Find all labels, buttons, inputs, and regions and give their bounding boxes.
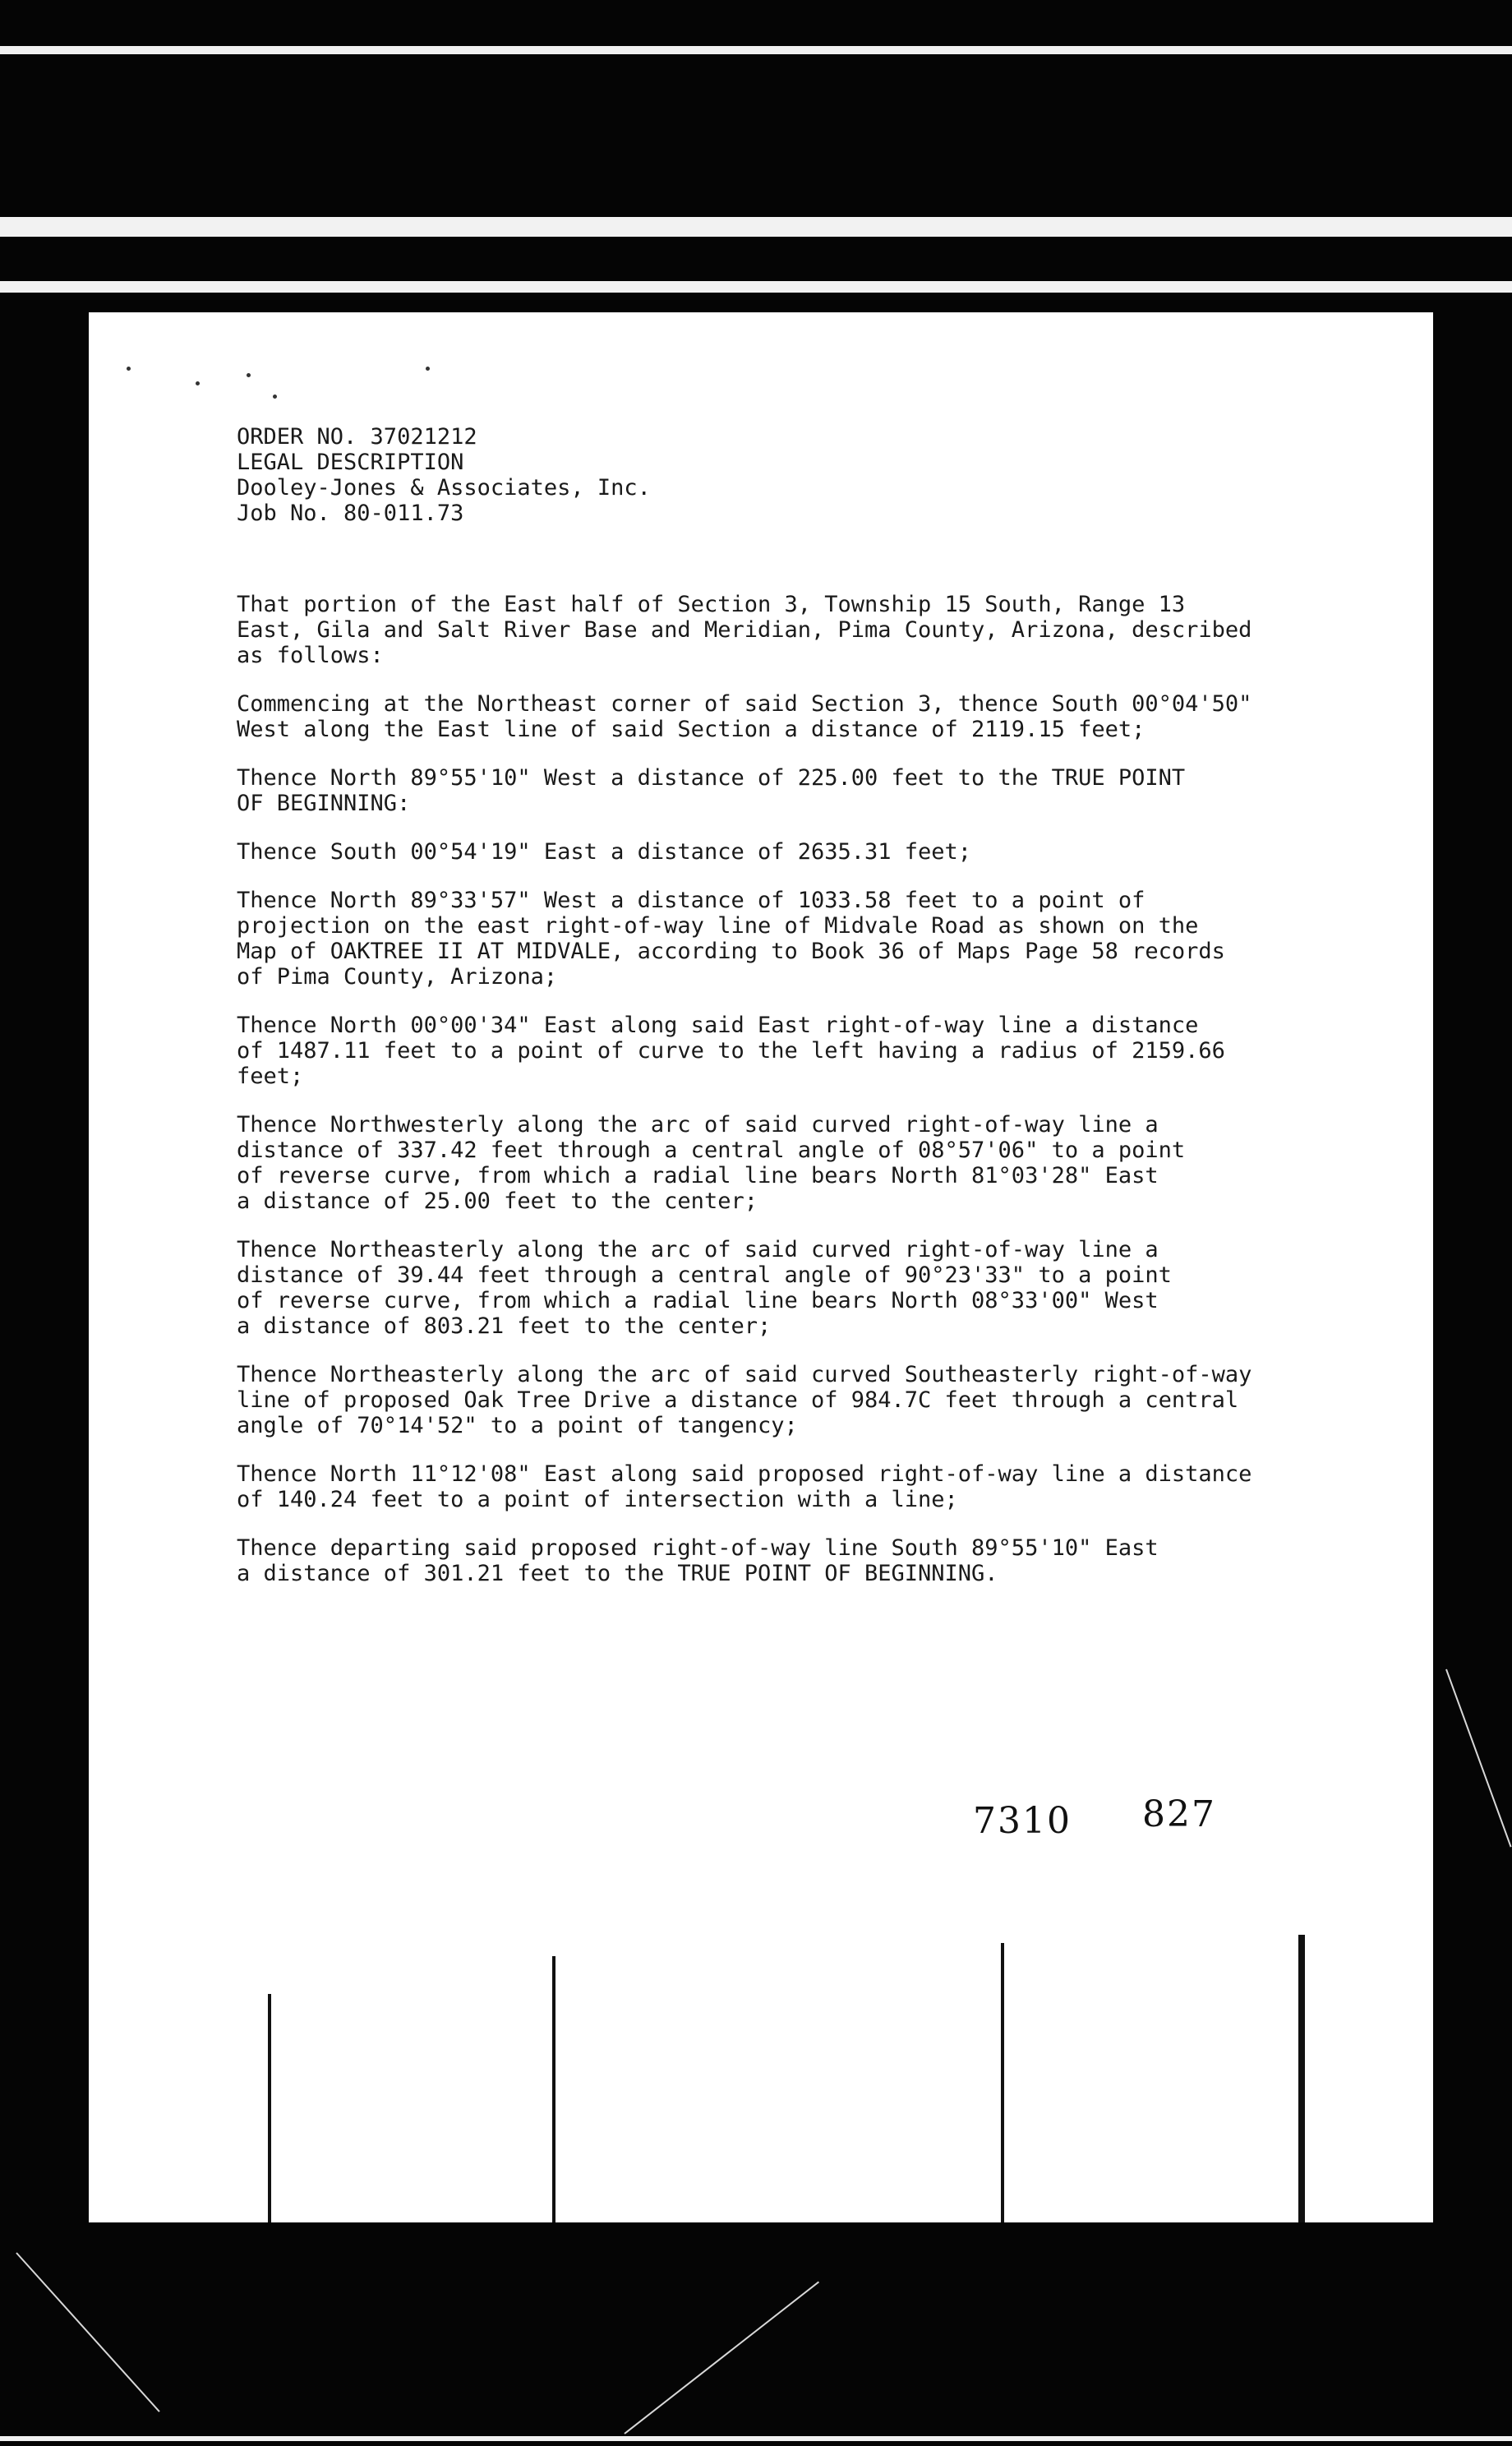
paragraph bbox=[237, 1535, 1346, 1586]
text-line: angle of 70°14'52" to a point of tangency; bbox=[237, 1413, 798, 1438]
scan-artifact-line bbox=[268, 1994, 271, 2222]
text-line: of reverse curve, from which a radial line bears North 81°03'28" East bbox=[237, 1163, 1159, 1188]
scan-streak bbox=[624, 2282, 819, 2434]
text-line: a distance of 301.21 feet to the TRUE POINT OF BEGINNING. bbox=[237, 1561, 998, 1586]
text-line: of reverse curve, from which a radial line bears North 08°33'00" West bbox=[237, 1288, 1159, 1313]
paragraph bbox=[237, 1112, 1346, 1214]
scan-artifact-line bbox=[1298, 1935, 1305, 2222]
text-line: Thence Northeasterly along the arc of said curved Southeasterly right-of-way bbox=[237, 1362, 1252, 1387]
text-line: Map of OAKTREE II AT MIDVALE, according to Book 36 of Maps Page 58 records bbox=[237, 939, 1225, 964]
paragraph bbox=[237, 765, 1346, 816]
text-line: of 140.24 feet to a point of intersection with a line; bbox=[237, 1487, 958, 1512]
text-line: West along the East line of said Section a distance of 2119.15 feet; bbox=[237, 717, 1146, 742]
text-line: Commencing at the Northeast corner of said Section 3, thence South 00°04'50" bbox=[237, 691, 1252, 717]
paragraph bbox=[237, 839, 1346, 865]
text-line: projection on the east right-of-way line of Midvale Road as shown on the bbox=[237, 913, 1199, 939]
scan-speck bbox=[247, 373, 251, 377]
text-line: distance of 39.44 feet through a central angle of 90°23'33" to a point bbox=[237, 1262, 1172, 1288]
paragraph bbox=[237, 1362, 1346, 1438]
text-line: OF BEGINNING: bbox=[237, 791, 411, 816]
paragraph bbox=[237, 888, 1346, 990]
text-line: line of proposed Oak Tree Drive a distance of 984.7C feet through a central bbox=[237, 1387, 1239, 1413]
scan-speck bbox=[196, 381, 200, 385]
document-header bbox=[237, 424, 651, 526]
order-number: ORDER NO. 37021212 bbox=[237, 424, 477, 450]
text-line: Thence departing said proposed right-of-way line South 89°55'10" East bbox=[237, 1535, 1159, 1561]
text-line: East, Gila and Salt River Base and Meridian, Pima County, Arizona, described bbox=[237, 617, 1252, 643]
text-line: as follows: bbox=[237, 643, 384, 668]
scan-streak bbox=[1445, 1669, 1512, 1848]
text-line: a distance of 25.00 feet to the center; bbox=[237, 1188, 758, 1214]
text-line: Thence Northeasterly along the arc of said curved right-of-way line a bbox=[237, 1237, 1159, 1262]
paragraph bbox=[237, 592, 1346, 668]
text-line: a distance of 803.21 feet to the center; bbox=[237, 1313, 772, 1339]
text-line: Thence South 00°54'19" East a distance of 2635.31 feet; bbox=[237, 839, 972, 865]
scan-speck bbox=[127, 367, 131, 371]
scan-speck bbox=[426, 367, 430, 371]
text-line: Thence Northwesterly along the arc of said curved right-of-way line a bbox=[237, 1112, 1159, 1138]
scan-artifact-line bbox=[1001, 1943, 1004, 2222]
document-page bbox=[89, 312, 1433, 2222]
text-line: Thence North 11°12'08" East along said proposed right-of-way line a distance bbox=[237, 1461, 1252, 1487]
text-line: Thence North 89°33'57" West a distance of 1033.58 feet to a point of bbox=[237, 888, 1146, 913]
scan-border-band bbox=[0, 281, 1512, 293]
legal-description-body bbox=[237, 592, 1346, 1609]
paragraph bbox=[237, 691, 1346, 742]
scan-speck bbox=[273, 395, 277, 399]
paragraph bbox=[237, 1013, 1346, 1089]
paragraph bbox=[237, 1237, 1346, 1339]
document-title: LEGAL DESCRIPTION bbox=[237, 450, 464, 475]
text-line: Thence North 89°55'10" West a distance of 225.00 feet to the TRUE POINT bbox=[237, 765, 1186, 791]
job-number: Job No. 80-011.73 bbox=[237, 501, 464, 526]
text-line: of Pima County, Arizona; bbox=[237, 964, 558, 990]
text-line: That portion of the East half of Section 3, Township 15 South, Range 13 bbox=[237, 592, 1186, 617]
page-number: 7310 bbox=[973, 1800, 1072, 1842]
page-number: 827 bbox=[1142, 1793, 1216, 1835]
text-line: distance of 337.42 feet through a central angle of 08°57'06" to a point bbox=[237, 1138, 1186, 1163]
scan-artifact-line bbox=[552, 1956, 555, 2222]
text-line: of 1487.11 feet to a point of curve to the left having a radius of 2159.66 bbox=[237, 1038, 1225, 1064]
scan-border-bottom bbox=[0, 2436, 1512, 2441]
scan-streak bbox=[16, 2252, 159, 2412]
scan-border-top bbox=[0, 46, 1512, 54]
text-line: feet; bbox=[237, 1064, 304, 1089]
paragraph bbox=[237, 1461, 1346, 1512]
company-name: Dooley-Jones & Associates, Inc. bbox=[237, 475, 651, 501]
text-line: Thence North 00°00'34" East along said East right-of-way line a distance bbox=[237, 1013, 1199, 1038]
scan-border-band bbox=[0, 217, 1512, 237]
